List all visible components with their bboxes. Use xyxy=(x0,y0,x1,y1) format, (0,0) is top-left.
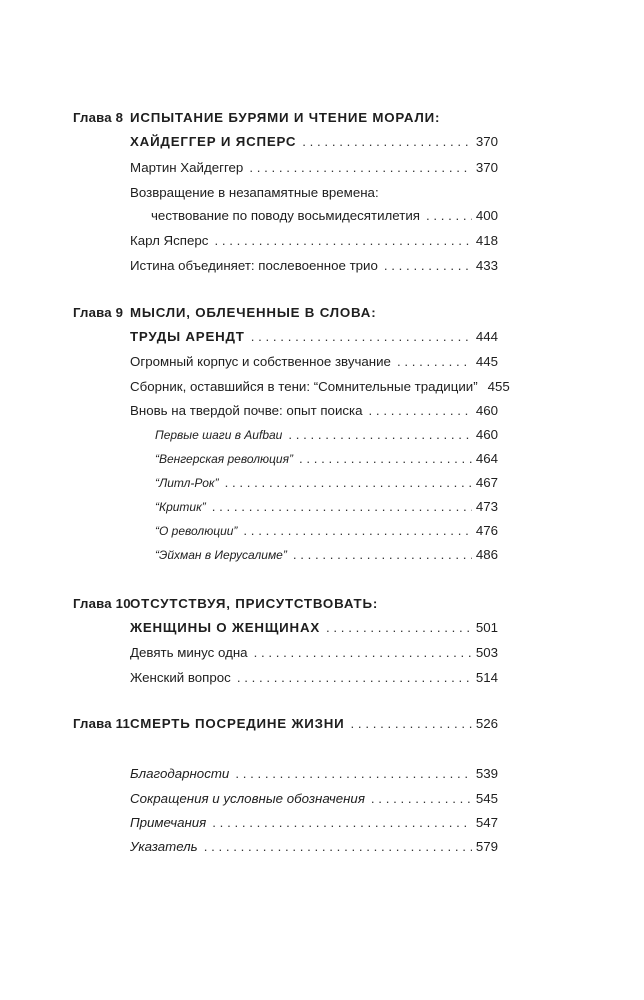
dot-leader xyxy=(326,618,472,638)
dot-leader xyxy=(212,497,472,517)
back-matter-entry[interactable] xyxy=(130,789,498,809)
back-matter-entry[interactable] xyxy=(130,764,498,784)
page-number: 444 xyxy=(475,329,498,344)
entry-title: Сокращения и условные обозначения xyxy=(130,791,365,806)
chapter-8-label: Глава 8 xyxy=(73,110,124,125)
chapter-10-label: Глава 10 xyxy=(73,596,131,611)
dot-leader xyxy=(254,643,472,663)
chapter-10-heading: ОТСУТСТВУЯ, ПРИСУТСТВОВАТЬ: xyxy=(130,596,379,611)
chapter-8-heading: ИСПЫТАНИЕ БУРЯМИ И ЧТЕНИЕ МОРАЛИ: xyxy=(130,110,441,125)
page-number: 460 xyxy=(475,403,498,418)
chapter-10-heading2: ЖЕНЩИНЫ О ЖЕНЩИНАХ xyxy=(130,620,321,635)
toc-entry[interactable] xyxy=(130,643,498,663)
page-number: 514 xyxy=(475,670,498,685)
dot-leader xyxy=(214,231,471,251)
chapter-8-heading-line[interactable] xyxy=(130,132,498,152)
chapter-9-heading: МЫСЛИ, ОБЛЕЧЕННЫЕ В СЛОВА: xyxy=(130,305,377,320)
toc-subentry[interactable] xyxy=(155,425,498,445)
dot-leader xyxy=(288,425,471,445)
entry-title: Женский вопрос xyxy=(130,670,231,685)
entry-title: Примечания xyxy=(130,815,207,830)
toc-entry[interactable] xyxy=(130,377,510,397)
page-number: 460 xyxy=(475,427,498,442)
dot-leader xyxy=(397,352,472,372)
dot-leader xyxy=(225,473,472,493)
chapter-11-label: Глава 11 xyxy=(73,716,131,731)
page-number: 579 xyxy=(475,839,498,854)
dot-leader xyxy=(351,714,472,734)
subentry-title: “Эйхман в Иерусалиме” xyxy=(155,548,287,562)
chapter-10-heading-line[interactable] xyxy=(130,618,498,638)
entry-title: Сборник, оставшийся в тени: “Сомнительные традиции” xyxy=(130,379,478,394)
toc-entry[interactable] xyxy=(130,668,498,688)
toc-subentry[interactable] xyxy=(155,521,498,541)
toc-entry[interactable] xyxy=(130,256,498,276)
dot-leader xyxy=(249,158,471,178)
toc-entry[interactable] xyxy=(130,401,498,421)
dot-leader xyxy=(237,668,472,688)
chapter-9-heading-line[interactable] xyxy=(130,327,498,347)
subentry-title: “О революции” xyxy=(155,524,238,538)
entry-title: Карл Ясперс xyxy=(130,233,209,248)
dot-leader xyxy=(384,256,472,276)
page-number: 400 xyxy=(475,208,498,223)
toc-entry[interactable] xyxy=(151,206,498,226)
toc-entry[interactable] xyxy=(130,231,498,251)
entry-title: Мартин Хайдеггер xyxy=(130,160,244,175)
subentry-title: “Критик” xyxy=(155,500,206,514)
dot-leader xyxy=(293,545,472,565)
dot-leader xyxy=(302,132,472,152)
page-number: 473 xyxy=(475,499,498,514)
chapter-9-heading2: ТРУДЫ АРЕНДТ xyxy=(130,329,245,344)
toc-subentry[interactable] xyxy=(155,473,498,493)
toc-subentry[interactable] xyxy=(155,449,498,469)
chapter-11-heading: СМЕРТЬ ПОСРЕДИНЕ ЖИЗНИ xyxy=(130,716,345,731)
page-number: 433 xyxy=(475,258,498,273)
page-number: 464 xyxy=(475,451,498,466)
chapter-11-heading-line[interactable] xyxy=(130,714,498,734)
entry-title: Вновь на твердой почве: опыт поиска xyxy=(130,403,363,418)
chapter-8-heading2: ХАЙДЕГГЕР И ЯСПЕРС xyxy=(130,134,297,149)
page-number: 486 xyxy=(475,547,498,562)
entry-title: Благодарности xyxy=(130,766,230,781)
page-number: 539 xyxy=(475,766,498,781)
dot-leader xyxy=(369,401,472,421)
back-matter-entry[interactable] xyxy=(130,837,498,857)
page-number: 476 xyxy=(475,523,498,538)
page-number: 547 xyxy=(475,815,498,830)
dot-leader xyxy=(299,449,472,469)
page-number: 370 xyxy=(475,134,498,149)
toc-entry[interactable] xyxy=(130,158,498,178)
entry-title: Огромный корпус и собственное звучание xyxy=(130,354,391,369)
page-number: 370 xyxy=(475,160,498,175)
back-matter-entry[interactable] xyxy=(130,813,498,833)
toc-subentry[interactable] xyxy=(155,545,498,565)
entry-title: Девять минус одна xyxy=(130,645,248,660)
page-number: 501 xyxy=(475,620,498,635)
entry-title: чествование по поводу восьмидесятилетия xyxy=(151,208,420,223)
page-number: 545 xyxy=(475,791,498,806)
toc-subentry[interactable] xyxy=(155,497,498,517)
page-number: 455 xyxy=(487,379,510,394)
dot-leader xyxy=(371,789,472,809)
entry-title: Указатель xyxy=(130,839,198,854)
dot-leader xyxy=(204,837,472,857)
dot-leader xyxy=(235,764,471,784)
dot-leader xyxy=(243,521,471,541)
dot-leader xyxy=(251,327,472,347)
dot-leader xyxy=(426,206,472,226)
subentry-title: Первые шаги в Aufbau xyxy=(155,428,283,442)
toc-entry[interactable] xyxy=(130,352,498,372)
subentry-title: “Литл-Рок” xyxy=(155,476,219,490)
toc-entry-title-line1[interactable]: Возвращение в незапамятные времена: xyxy=(130,185,379,200)
page-number: 445 xyxy=(475,354,498,369)
chapter-9-label: Глава 9 xyxy=(73,305,124,320)
page-number: 503 xyxy=(475,645,498,660)
page-number: 467 xyxy=(475,475,498,490)
dot-leader xyxy=(212,813,472,833)
subentry-title: “Венгерская революция” xyxy=(155,452,293,466)
entry-title: Истина объединяет: послевоенное трио xyxy=(130,258,378,273)
page-number: 526 xyxy=(475,716,498,731)
page-number: 418 xyxy=(475,233,498,248)
